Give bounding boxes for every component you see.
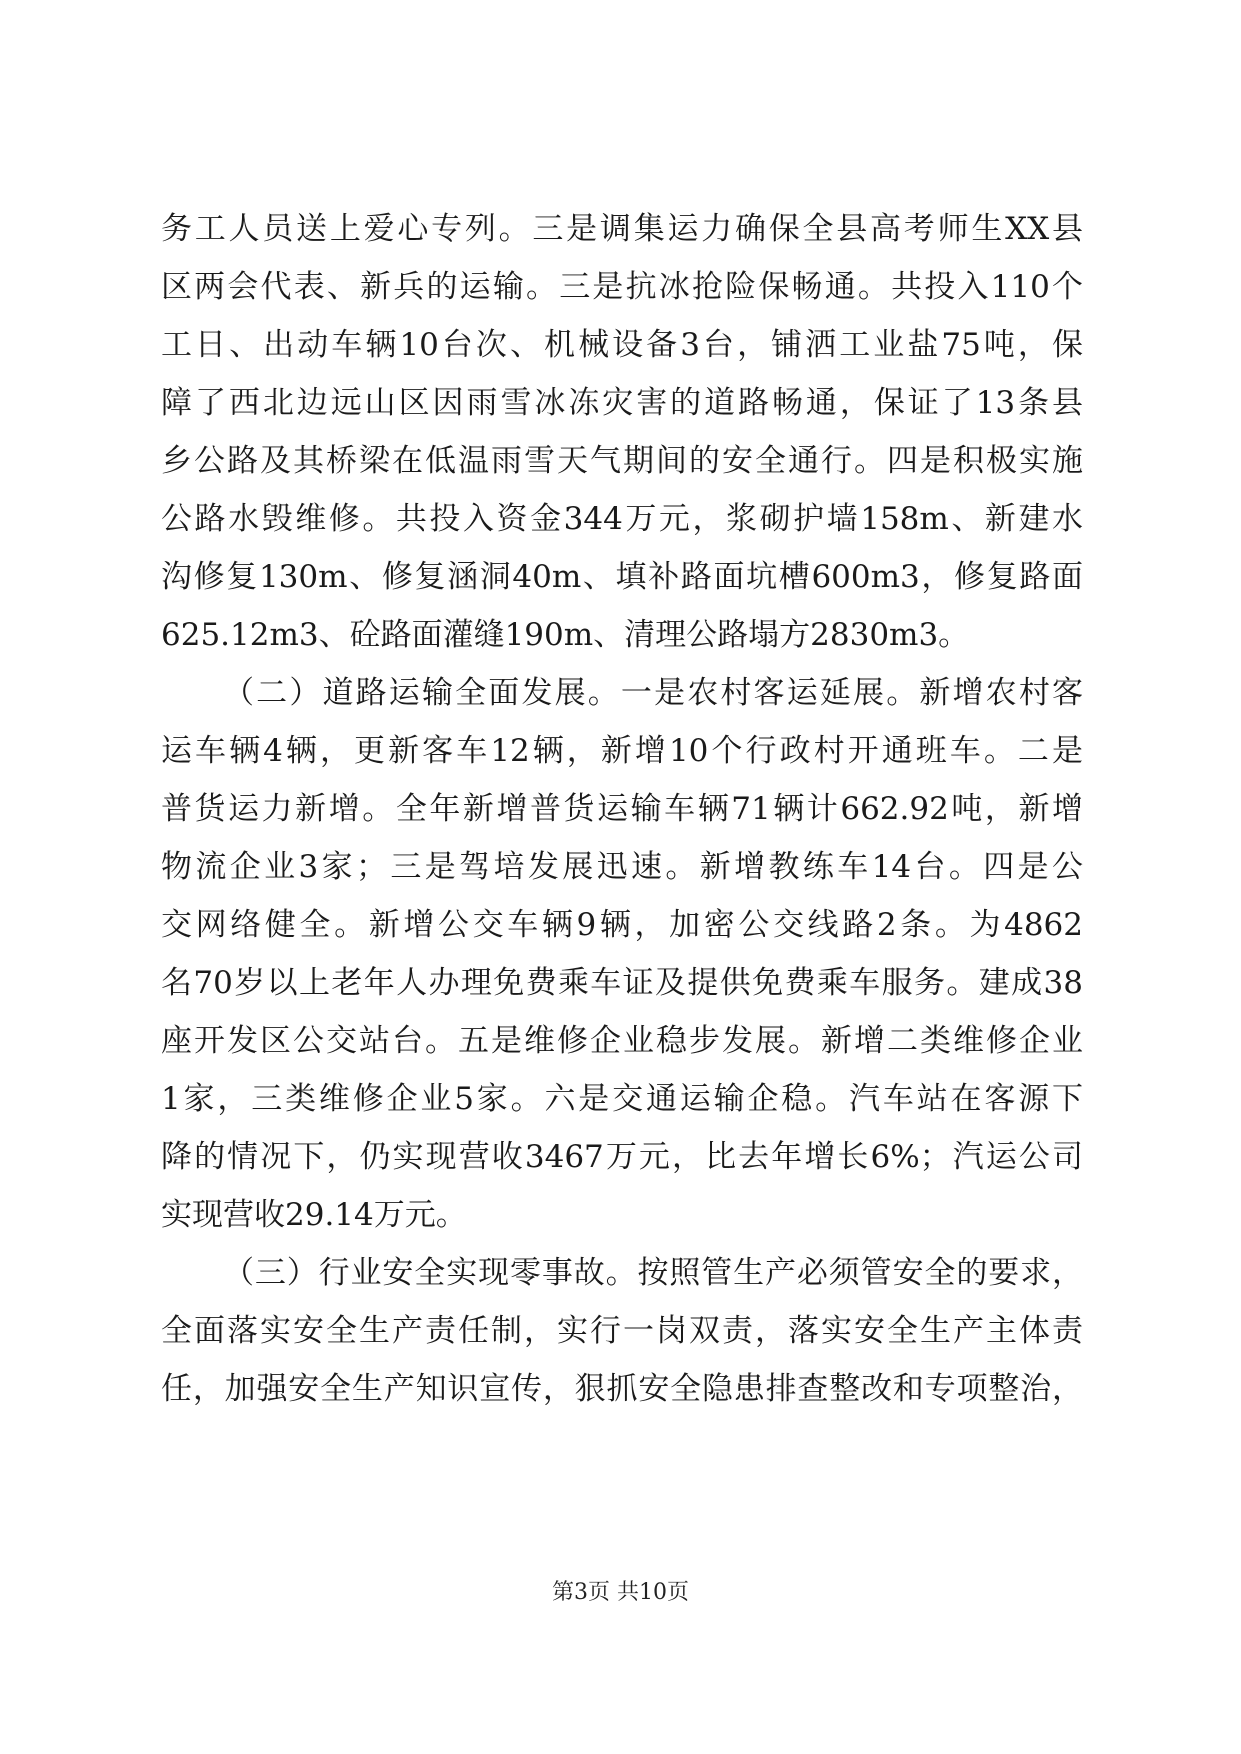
- body-line: 乡公路及其桥梁在低温雨雪天气期间的安全通行。四是积极实施: [161, 443, 1083, 479]
- body-line: 1家，三类维修企业5家。六是交通运输企稳。汽车站在客源下: [161, 1081, 1083, 1117]
- body-line: 名70岁以上老年人办理免费乘车证及提供免费乘车服务。建成38: [161, 965, 1083, 1001]
- body-line: 交网络健全。新增公交车辆9辆，加密公交线路2条。为4862: [161, 907, 1083, 943]
- body-line: 降的情况下，仍实现营收3467万元，比去年增长6%；汽运公司: [161, 1139, 1083, 1175]
- page-number-footer: 第3页 共10页: [552, 1580, 689, 1605]
- body-line: 工日、出动车辆10台次、机械设备3台，铺洒工业盐75吨，保: [161, 327, 1083, 363]
- body-line: 实现营收29.14万元。: [161, 1197, 467, 1233]
- body-line: 区两会代表、新兵的运输。三是抗冰抢险保畅通。共投入110个: [161, 269, 1083, 305]
- body-line: 全面落实安全生产责任制，实行一岗双责，落实安全生产主体责: [161, 1313, 1083, 1349]
- body-line: 任，加强安全生产知识宣传，狠抓安全隐患排查整改和专项整治，: [161, 1371, 1083, 1407]
- body-line: 物流企业3家；三是驾培发展迅速。新增教练车14台。四是公: [161, 849, 1083, 885]
- body-line: 障了西北边远山区因雨雪冰冻灾害的道路畅通，保证了13条县: [161, 385, 1083, 421]
- paragraph-start-line: （三）行业安全实现零事故。按照管生产必须管安全的要求，: [223, 1255, 1083, 1291]
- body-line: 运车辆4辆，更新客车12辆，新增10个行政村开通班车。二是: [161, 733, 1083, 769]
- body-line: 沟修复130m、修复涵洞40m、填补路面坑槽600m3，修复路面: [161, 559, 1083, 595]
- body-line: 625.12m3、砼路面灌缝190m、清理公路塌方2830m3。: [161, 617, 970, 653]
- paragraph-start-line: （二）道路运输全面发展。一是农村客运延展。新增农村客: [223, 675, 1083, 711]
- body-line: 务工人员送上爱心专列。三是调集运力确保全县高考师生XX县: [161, 211, 1083, 247]
- body-line: 座开发区公交站台。五是维修企业稳步发展。新增二类维修企业: [161, 1023, 1083, 1059]
- body-line: 普货运力新增。全年新增普货运输车辆71辆计662.92吨，新增: [161, 791, 1083, 827]
- body-line: 公路水毁维修。共投入资金344万元，浆砌护墙158m、新建水: [161, 501, 1083, 537]
